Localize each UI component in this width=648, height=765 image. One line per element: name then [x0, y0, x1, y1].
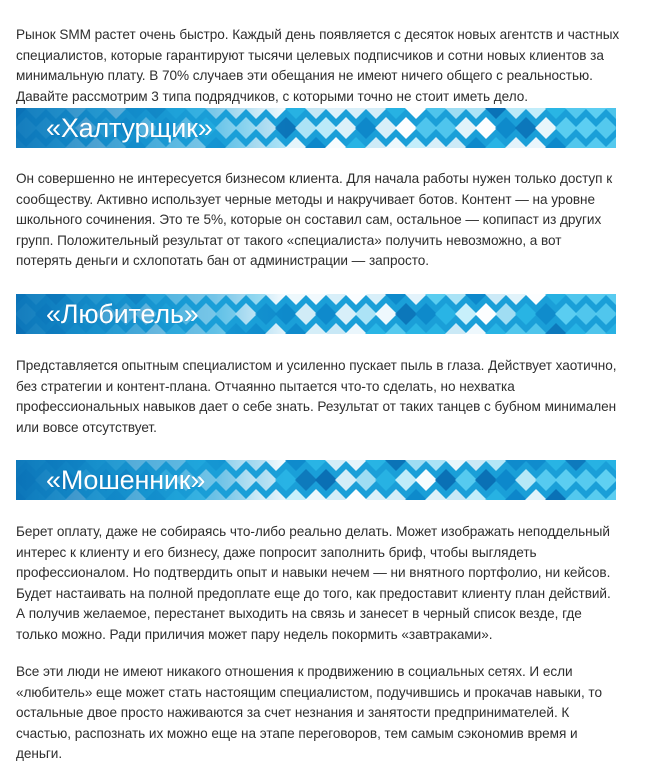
section-text-3: Берет оплату, даже не собираясь что-либо реально делать. Может изображать неподдельный интерес к клиенту и его бизнесу, даже попросит заполнить бриф, чтобы выглядеть профессионалом. Но подтвердить опыт и навыки нечем — ни внятного портфолио, ни кейсов. Будет настаивать на полной предоплате еще до того, как предоставит клиенту план действий. А получив желаемое, перестанет выходить на связь и занесет в черный список везде, где только можно. Ради приличия может пару недель покормить «завтраками». [16, 524, 611, 642]
section-title-1: «Халтурщик» [46, 113, 213, 143]
intro-paragraph: Рынок SMM растет очень быстро. Каждый день появляется с десяток новых агентств и частных специалистов, которые гарантируют тысячи целевых подписчиков и сотни новых клиентов за минимальную плату. В 70% случаев эти обещания не имеют ничего общего с реальностью. Давайте рассмотрим 3 типа подрядчиков, с которыми точно не стоит иметь дело. [16, 27, 620, 104]
section-title-2: «Любитель» [46, 299, 199, 329]
section-text-1: Он совершенно не интересуется бизнесом клиента. Для начала работы нужен только доступ к сообществу. Активно использует черные методы и накручивает ботов. Контент — на уровне школьного сочинения. Это те 5%, которые он составил сам, остальное — копипаст из других групп. Положительный результат от такого «специалиста» получить невозможно, а вот потерять деньги и схлопотать бан от администрации — запросто. [16, 171, 613, 268]
section-title-3: «Мошенник» [46, 465, 206, 495]
section-banner-3 [16, 460, 616, 500]
section-banner-1 [16, 108, 616, 148]
section-text-2: Представляется опытным специалистом и усиленно пускает пыль в глаза. Действует хаотично, без стратегии и контент-плана. Отчаянно пытается что-то сделать, но нехватка профессиональных навыков дает о себе знать. Результат от таких танцев с бубном минимален или вовсе отсутствует. [16, 358, 617, 435]
conclusion-paragraph: Все эти люди не имеют никакого отношения к продвижению в социальных сетях. И если «любитель» еще может стать настоящим специалистом, подучившись и прокачав навыки, то остальные двое просто наживаются за счет незнания и занятости предпринимателей. К счастью, распознать их можно еще на этапе переговоров, тем самым сэкономив время и деньги. [16, 664, 602, 761]
section-banner-2 [16, 294, 616, 334]
